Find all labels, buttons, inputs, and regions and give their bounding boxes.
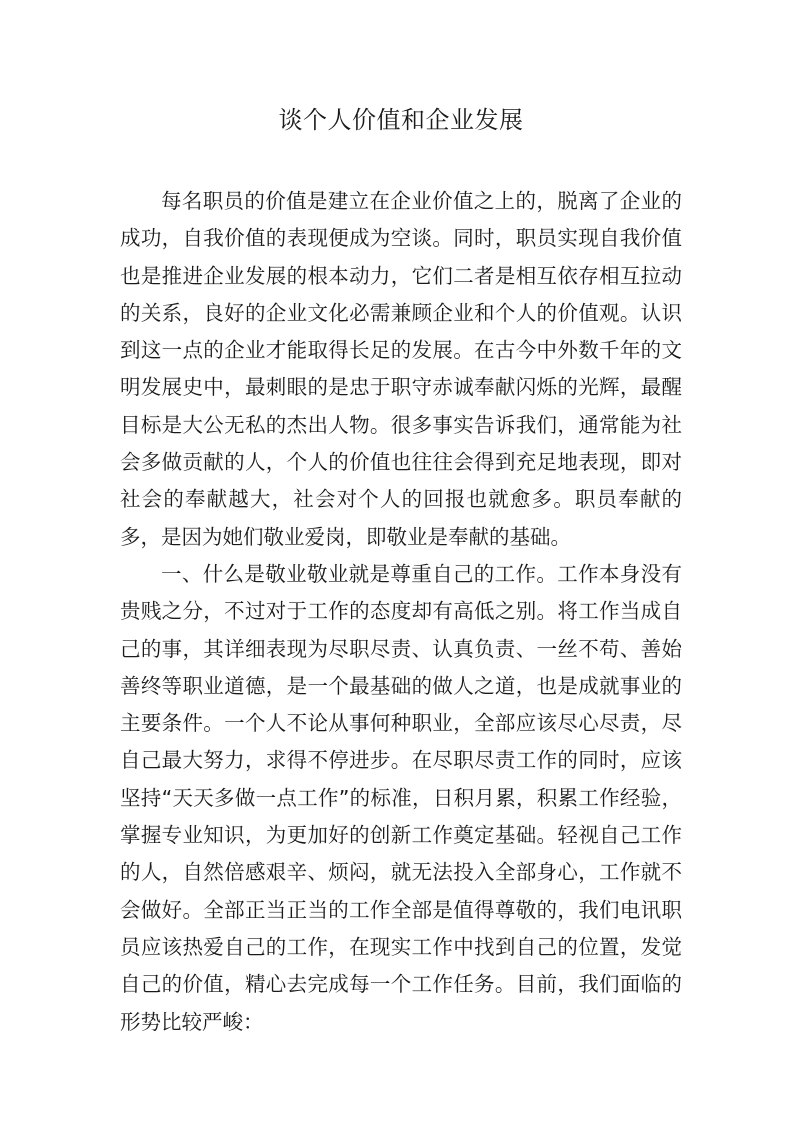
paragraph-2: 一、什么是敬业敬业就是尊重自己的工作。工作本身没有贵贱之分，不过对于工作的态度却有高低之别。将工作当成自己的事，其详细表现为尽职尽责、认真负责、一丝不苟、善始善终等职业道德，是一个最基础的做人之道，也是成就事业的主要条件。一个人不论从事何种职业，全部应该尽心尽责，尽自己最大努力，求得不停进步。在尽职尽责工作的同时，应该坚持“天天多做一点工作”的标准，日积月累，积累工作经验，掌握专业知识，为更加好的创新工作奠定基础。轻视自己工作的人，自然倍感艰辛、烦闷，就无法投入全部身心，工作就不会做好。全部正当正当的工作全部是值得尊敬的，我们电讯职员应该热爱自己的工作，在现实工作中找到自己的位置，发觉自己的价值，精心去完成每一个工作任务。目前，我们面临的形势比较严峻： bbox=[120, 561, 682, 1034]
document-title: 谈个人价值和企业发展 bbox=[278, 106, 524, 134]
paragraph-1: 每名职员的价值是建立在企业价值之上的，脱离了企业的成功，自我价值的表现便成为空谈。同时，职员实现自我价值也是推进企业发展的根本动力，它们二者是相互依存相互拉动的关系，良好的企业文化必需兼顾企业和个人的价值观。认识到这一点的企业才能取得长足的发展。在古今中外数千年的文明发展史中，最刺眼的是忠于职守赤诚奉献闪烁的光辉，最醒目标是大公无私的杰出人物。很多事实告诉我们，通常能为社会多做贡献的人，个人的价值也往往会得到充足地表现，即对社会的奉献越大，社会对个人的回报也就愈多。职员奉献的多，是因为她们敬业爱岗，即敬业是奉献的基础。 bbox=[120, 189, 682, 549]
document-body bbox=[120, 183, 682, 1041]
